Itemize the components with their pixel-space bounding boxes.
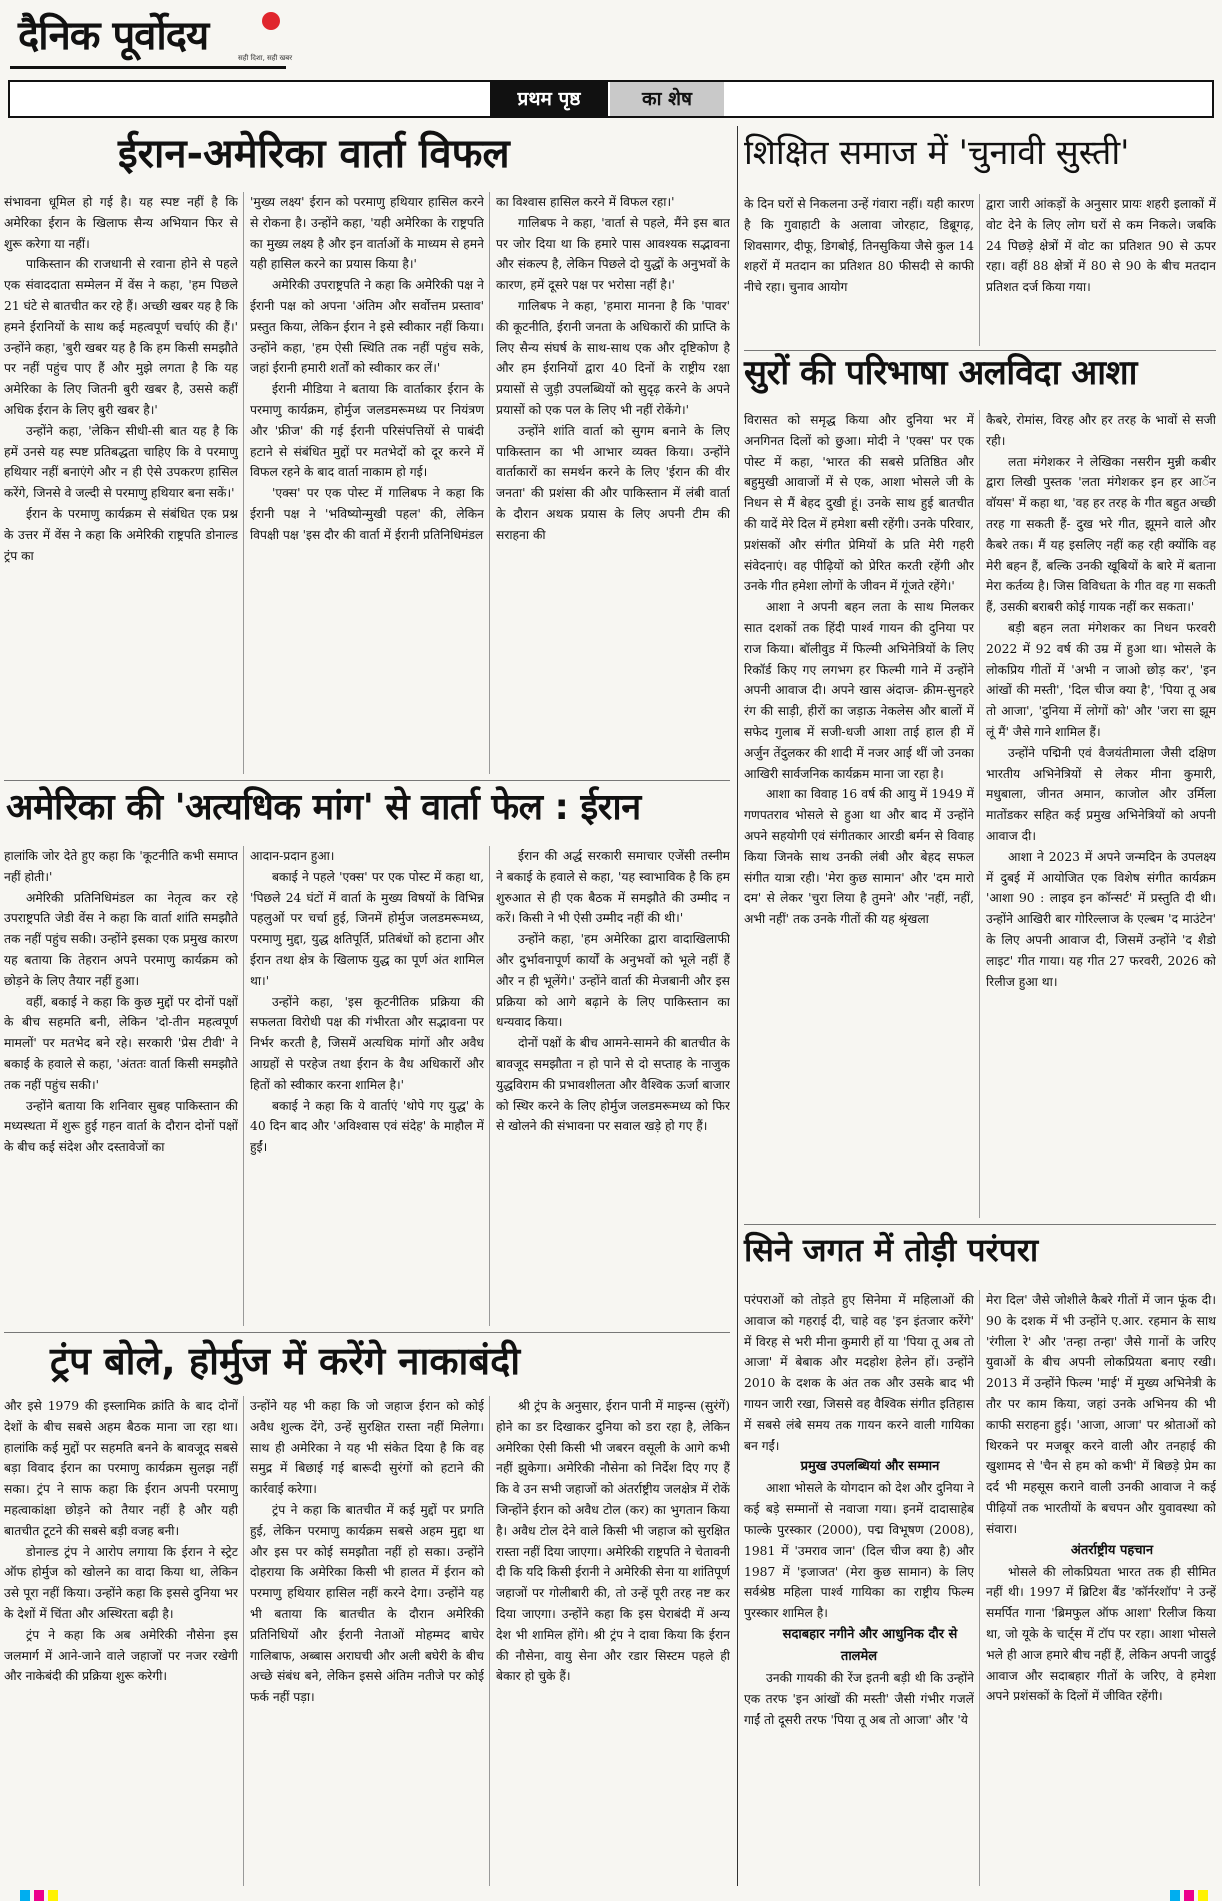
paragraph: आदान-प्रदान हुआ। (250, 849, 335, 863)
story1-column-3 (496, 192, 730, 774)
paragraph: उनकी गायकी की रेंज इतनी बड़ी थी कि उन्होंने एक तरफ 'इन आंखों की मस्ती' जैसी गंभीर गजलें गाईं तो दूसरी तरफ 'पिया तू अब तो आजा' और 'ये (744, 1670, 974, 1727)
story-divider (744, 1224, 1216, 1225)
column-rule (489, 192, 490, 774)
story5-column-1 (744, 410, 974, 1218)
story5-column-2 (986, 410, 1216, 1218)
paragraph: उन्होंने कहा, 'इस कूटनीतिक प्रक्रिया की सफलता विरोधी पक्ष की गंभीरता और सद्भावना पर निर्भर करती है, जिसमें अत्यधिक मांगों और अवैध आग्रहों से परहेज तथा ईरान के वैध अधिकारों और हितों को स्वीकार करना शामिल है।' (250, 994, 484, 1092)
story4-column-2 (986, 194, 1216, 346)
paragraph: बकाई ने पहले 'एक्स' पर एक पोस्ट में कहा था, 'पिछले 24 घंटों में वार्ता के मुख्य विषयों के विभिन्न पहलुओं पर चर्चा हुई, जिनमें होर्मुज जलडमरूमध्य, परमाणु मुद्दा, युद्ध क्षतिपूर्ति, प्रतिबंधों को हटाना और ईरान तथा क्षेत्र के खिलाफ युद्ध का पूर्ण अंत शामिल था।' (250, 869, 484, 988)
paragraph: मेरा दिल' जैसे जोशीले कैबरे गीतों में जान फूंक दी। 90 के दशक में भी उन्होंने ए.आर. रहमान के साथ 'रंगीला रे' और 'तन्हा तन्हा' जैसे गानों के जरिए युवाओं के बीच अपनी लोकप्रियता बनाए रखी। 2013 में उन्होंने फिल्म 'माई' में मुख्य अभिनेत्री के तौर पर काम किया, जहां उनके अभिनय की भी काफी सराहना हुई। 'आजा, आजा' पर श्रोताओं को थिरकने पर मजबूर करने वाली और तनहाई की खुशामद से 'चैन से हम को कभी' में बिछड़े प्रेम का दर्द भी महसूस कराने वाली उनकी आवाज ने कई पीढ़ियों तक भारतीयों के बचपन और युवावस्था को संवारा। (986, 1293, 1216, 1536)
paragraph: आशा भोसले के योगदान को देश और दुनिया ने कई बड़े सम्मानों से नवाजा गया। इनमें दादासाहेब फाल्के पुरस्कार (2000), पद्म विभूषण (2008), 1981 में 'उमराव जान' (दिल चीज क्या है) और 1987 में 'इजाजत' (मेरा कुछ सामान) के लिए सर्वश्रेष्ठ महिला पार्श्व गायिका का राष्ट्रीय फिल्म पुरस्कार शामिल है। (744, 1481, 974, 1621)
paragraph: ईरान के परमाणु कार्यक्रम से संबंधित एक प्रश्न के उत्तर में वेंस ने कहा कि अमेरिकी राष्ट्रपति डोनाल्ड ट्रंप का (4, 506, 238, 563)
story6-headline: सिने जगत में तोड़ी परंपरा (744, 1231, 1039, 1269)
story2-column-3 (496, 846, 730, 1326)
paragraph: गालिबफ ने कहा, 'हमारा मानना है कि 'पावर' की कूटनीति, ईरानी जनता के अधिकारों की प्राप्ति के लिए सैन्य संघर्ष के साथ-साथ एक और दृष्टिकोण है और हम ईरानियों द्वारा 40 दिनों के राष्ट्रीय रक्षा प्रयासों से जुड़ी उपलब्धियों को सुदृढ़ करने के अपने प्रयासों को एक पल के लिए भी नहीं रोकेंगे।' (496, 298, 730, 417)
story3-column-2 (250, 1396, 484, 1886)
story4-headline: शिक्षित समाज में 'चुनावी सुस्ती' (744, 133, 1130, 173)
subheading: अंतर्राष्ट्रीय पहचान (1070, 1542, 1154, 1558)
cyan-mark (1170, 1890, 1180, 1901)
paragraph: ईरानी मीडिया ने बताया कि वार्ताकार ईरान के परमाणु कार्यक्रम, होर्मुज जलडमरूमध्य पर नियंत्रण और 'फ्रीज' की गई ईरानी परिसंपत्तियों से पाबंदी हटाने से संबंधित मुद्दों पर मतभेदों को दूर करने में विफल रहने के बाद वार्ता नाकाम हो गई। (250, 382, 484, 480)
section-rule (737, 126, 738, 1886)
paragraph: ईरान की अर्द्ध सरकारी समाचार एजेंसी तस्नीम ने बकाई के हवाले से कहा, 'यह स्वाभाविक है कि हम शुरुआत से ही एक बैठक में समझौते की उम्मीद न करें। किसी ने भी ऐसी उम्मीद नहीं की थी।' (496, 849, 730, 926)
cyan-mark (20, 1890, 30, 1901)
story5-headline: सुरों की परिभाषा अलविदा आशा (744, 353, 1137, 393)
yellow-mark (1198, 1890, 1208, 1901)
story-divider (744, 350, 1216, 351)
story-divider (4, 1332, 730, 1333)
paragraph: ट्रंप ने कहा कि अब अमेरिकी नौसेना इस जलमार्ग में आने-जाने वाले जहाजों पर नजर रखेगी और नाकेबंदी की प्रक्रिया शुरू करेगी। (4, 1627, 238, 1684)
paragraph: डोनाल्ड ट्रंप ने आरोप लगाया कि ईरान ने स्ट्रेट ऑफ होर्मुज को खोलने का वादा किया था, लेकिन उसे पूरा नहीं किया। उन्होंने कहा कि इससे दुनिया भर के देशों में चिंता और अस्थिरता बढ़ी है। (4, 1544, 238, 1621)
paragraph: वहीं, बकाई ने कहा कि कुछ मुद्दों पर दोनों पक्षों के बीच सहमति बनी, लेकिन 'दो-तीन महत्वपूर्ण मामलों' पर मतभेद बने रहे। सरकारी 'प्रेस टीवी' ने बकाई के हवाले से कहा, 'अंततः वार्ता किसी समझौते तक नहीं पहुंच सकी।' (4, 994, 238, 1092)
magenta-mark (34, 1890, 44, 1901)
paragraph: बड़ी बहन लता मंगेशकर का निधन फरवरी 2022 में 92 वर्ष की उम्र में हुआ था। भोसले के लोकप्रिय गीतों में 'अभी न जाओ छोड़ कर', 'इन आंखों की मस्ती', 'दिल चीज क्या है', 'पिया तू अब तो आजा', 'दुनिया में लोगों को' और 'जरा सा झूम लूं मैं' जैसे गाने शामिल हैं। (986, 620, 1216, 739)
story1-headline: ईरान-अमेरिका वार्ता विफल (118, 131, 510, 177)
story6-column-1 (744, 1290, 974, 1886)
subheading: प्रमुख उपलब्धियां और सम्मान (800, 1459, 940, 1475)
story2-column-1 (4, 846, 238, 1326)
column-rule (979, 410, 980, 1218)
story6-column-2 (986, 1290, 1216, 1886)
paragraph: भोसले की लोकप्रियता भारत तक ही सीमित नहीं थी। 1997 में ब्रिटिश बैंड 'कॉर्नरशॉप' ने उन्हें समर्पित गाना 'ब्रिमफुल ऑफ आशा' रिलीज किया था, जो यूके के चार्ट्स में टॉप पर रहा। आशा भोसले भले ही आज हमारे बीच नहीं हैं, लेकिन अपनी जादुई आवाज और सदाबहार गीतों के जरिए, वे हमेशा अपने प्रशंसकों के दिलों में जीवित रहेंगी। (986, 1564, 1216, 1704)
paragraph: विरासत को समृद्ध किया और दुनिया भर में अनगिनत दिलों को छुआ। मोदी ने 'एक्स' पर एक पोस्ट में कहा, 'भारत की सबसे प्रतिष्ठित और बहुमुखी आवाजों में से एक, आशा भोसले जी के निधन से मैं बेहद दुखी हूं। उनके साथ हुई बातचीत की यादें मेरे दिल में हमेशा बसी रहेंगी। उनके परिवार, प्रशंसकों और संगीत प्रेमियों के प्रति मेरी गहरी संवेदनाएं। वह पीढ़ियों को प्रेरित करती रहेंगी और उनके गीत हमेशा लोगों के जीवन में गूंजते रहेंगे।' (744, 413, 974, 594)
story3-column-1 (4, 1396, 238, 1886)
column-rule (979, 1290, 980, 1886)
story2-column-2 (250, 846, 484, 1326)
column-rule (243, 846, 244, 1326)
story-divider (4, 780, 730, 781)
paragraph: लता मंगेशकर ने लेखिका नसरीन मुन्नी कबीर द्वारा लिखी पुस्तक 'लता मंगेशकर इन हर आॅन वॉयस' में कहा था, 'वह हर तरह के गीत बहुत अच्छी तरह गा सकती हैं- दुख भरे गीत, झूमने वाले और कैबरे तक। मैं यह इसलिए नहीं कह रही क्योंकि वह मेरी बहन हैं, बल्कि उनकी खूबियों के बारे में बताना मेरा कर्तव्य है। जिस विविधता के गीत वह गा सकती हैं, उसकी बराबरी कोई गायक नहीं कर सकता।' (986, 454, 1216, 615)
paragraph: श्री ट्रंप के अनुसार, ईरान पानी में माइन्स (सुरंगें) होने का डर दिखाकर दुनिया को डरा रहा है, लेकिन अमेरिका ऐसी किसी भी जबरन वसूली के आगे कभी नहीं झुकेगा। अमेरिकी नौसेना को निर्देश दिए गए हैं कि वे उन सभी जहाजों को अंतर्राष्ट्रीय जलक्षेत्र में रोकें जिन्होंने ईरान को अवैध टोल (कर) का भुगतान किया है। अवैध टोल देने वाले किसी भी जहाज को सुरक्षित रास्ता नहीं दिया जाएगा। अमेरिकी राष्ट्रपति ने चेतावनी दी कि यदि किसी ईरानी ने अमेरिकी सेना या शांतिपूर्ण जहाजों पर गोलीबारी की, तो उन्हें पूरी तरह नष्ट कर दिया जाएगा। उन्होंने कहा कि इस घेराबंदी में अन्य देश भी शामिल होंगे। श्री ट्रंप ने दावा किया कि ईरान की नौसेना, वायु सेना और रडार सिस्टम पहले ही बेकार हो चुके हैं। (496, 1399, 730, 1684)
paragraph: उन्होंने कहा, 'हम अमेरिका द्वारा वादाखिलाफी और दुर्भावनापूर्ण कार्यों के अनुभवों को भूले नहीं हैं और न ही भूलेंगे।' उन्होंने वार्ता की मेजबानी और इस प्रक्रिया को आगे बढ़ाने के लिए पाकिस्तान का धन्यवाद किया। (496, 932, 730, 1030)
column-rule (243, 1396, 244, 1886)
subheading: सदाबहार नगीने और आधुनिक दौर से तालमेल (782, 1626, 958, 1664)
registration-marks (0, 1890, 1222, 1901)
paragraph: अमेरिकी उपराष्ट्रपति ने कहा कि अमेरिकी पक्ष ने ईरानी पक्ष को अपना 'अंतिम और सर्वोत्तम प्रस्ताव' प्रस्तुत किया, लेकिन ईरान ने इसे स्वीकार नहीं किया। उन्होंने कहा, 'हम ऐसी स्थिति तक नहीं पहुंच सके, जहां ईरानी हमारी शर्तों को स्वीकार कर लें।' (250, 278, 484, 376)
magenta-mark (1184, 1890, 1194, 1901)
paragraph: आशा ने अपनी बहन लता के साथ मिलकर सात दशकों तक हिंदी पार्श्व गायन की दुनिया पर राज किया। बॉलीवुड में फिल्मी अभिनेत्रियों के लिए रिकॉर्ड किए गए लगभग हर फिल्मी गाने में उन्होंने अपनी आवाज दी। अपने खास अंदाज- क्रीम-सुनहरे रंग की साड़ी, हीरों का जड़ाऊ नेकलेस और बालों में सफेद गुलाब में सजी-धजी आशा ताई हाल ही में अर्जुन तेंदुलकर की शादी में नजर आई थीं जो उनका आखिरी सार्वजनिक कार्यक्रम माना जा रहा है। (744, 600, 974, 781)
paragraph: आशा का विवाह 16 वर्ष की आयु में 1949 में गणपतराव भोसले से हुआ था और बाद में उन्होंने अपने सहयोगी एवं संगीतकार आरडी बर्मन से विवाह किया जिनके साथ उनकी लंबी और बेहद सफल संगीत यात्रा रही। 'मेरा कुछ सामान' और 'दम मारो दम' से लेकर 'चुरा लिया है तुमने' और 'नहीं, नहीं, अभी नहीं' तक उनके गीतों की यह श्रृंखला (744, 787, 974, 927)
paragraph: आशा ने 2023 में अपने जन्मदिन के उपलक्ष्य में दुबई में आयोजित एक विशेष संगीत कार्यक्रम 'आशा 90 : लाइव इन कॉन्सर्ट' में प्रस्तुति दी थी। उन्होंने आखिरी बार गोरिल्लाज के एल्बम 'द माउंटेन' के लिए अपनी आवाज दी, जिसमें उन्होंने 'द शैडो लाइट' गीत गाया। यह गीत 27 फरवरी, 2026 को रिलीज हुआ था। (986, 849, 1216, 989)
paragraph: पाकिस्तान की राजधानी से रवाना होने से पहले एक संवाददाता सम्मेलन में वेंस ने कहा, 'हम पिछले 21 घंटे से बातचीत कर रहे हैं। अच्छी खबर यह है कि हमने ईरानियों के साथ कई महत्वपूर्ण चर्चाएं की हैं।' उन्होंने कहा, 'बुरी खबर यह है कि हम किसी समझौते पर नहीं पहुंच पाए हैं और मुझे लगता है कि यह अमेरिका के लिए जितनी बुरी खबर है, उससे कहीं अधिक ईरान के लिए बुरी खबर है।' (4, 257, 238, 417)
paragraph: अमेरिकी प्रतिनिधिमंडल का नेतृत्व कर रहे उपराष्ट्रपति जेडी वेंस ने कहा कि वार्ता शांति समझौते तक नहीं पहुंच सकी। उन्होंने इसका एक प्रमुख कारण यह बताया कि तेहरान अपने परमाणु कार्यक्रम को छोड़ने के लिए तैयार नहीं हुआ। (4, 890, 238, 988)
paragraph: दोनों पक्षों के बीच आमने-सामने की बातचीत के बावजूद समझौता न हो पाने से दो सप्ताह के नाजुक युद्धविराम की प्रभावशीलता और वैश्विक ऊर्जा बाजार को स्थिर करने के लिए होर्मुज जलडमरूमध्य को फिर से खोलने की संभावना पर सवाल खड़े हो गए हैं। (496, 1036, 730, 1134)
paragraph: उन्होंने यह भी कहा कि जो जहाज ईरान को कोई अवैध शुल्क देंगे, उन्हें सुरक्षित रास्ता नहीं मिलेगा। साथ ही अमेरिका ने यह भी संकेत दिया है कि वह समुद्र में बिछाई गई बारूदी सुरंगों को हटाने की कार्रवाई करेगा। (250, 1399, 484, 1497)
paragraph: का विश्वास हासिल करने में विफल रहा।' (496, 195, 675, 209)
paragraph: बकाई ने कहा कि ये वार्ताएं 'थोपे गए युद्ध' के 40 दिन बाद और 'अविश्वास एवं संदेह' के माहौल में हुईं। (250, 1098, 484, 1155)
paragraph: के दिन घरों से निकलना उन्हें गंवारा नहीं। यही कारण है कि गुवाहाटी के अलावा जोरहाट, डिब्रूगढ़, शिवसागर, दीफू, डिगबोई, तिनसुकिया जैसे कुल 14 शहरों में मतदान का प्रतिशत 80 फीसदी से काफी नीचे रहा। चुनाव आयोग (744, 197, 974, 295)
paragraph: ट्रंप ने कहा कि बातचीत में कई मुद्दों पर प्रगति हुई, लेकिन परमाणु कार्यक्रम सबसे अहम मुद्दा था और इस पर कोई समझौता नहीं हो सका। उन्होंने दोहराया कि अमेरिका किसी भी हालत में ईरान को परमाणु हथियार हासिल नहीं करने देगा। उन्होंने यह भी बताया कि बातचीत के दौरान अमेरिकी प्रतिनिधियों और ईरानी नेताओं मोहम्मद बाघेर गालिबाफ, अब्बास अराघची और अली बघेरी के बीच अच्छे संबंध बने, लेकिन इससे अंतिम नतीजे पर कोई फर्क नहीं पड़ा। (250, 1502, 484, 1705)
paragraph: उन्होंने पद्मिनी एवं वैजयंतीमाला जैसी दक्षिण भारतीय अभिनेत्रियों से लेकर मीना कुमारी, मधुबाला, जीनत अमान, काजोल और उर्मिला मातोंडकर सहित कई प्रमुख अभिनेत्रियों को अपनी आवाज दी। (986, 745, 1216, 843)
paragraph: और इसे 1979 की इस्लामिक क्रांति के बाद दोनों देशों के बीच सबसे अहम बैठक माना जा रहा था। हालांकि कई मुद्दों पर सहमति बनने के बावजूद सबसे बड़ा विवाद ईरान का परमाणु कार्यक्रम सुलझ नहीं सका। ट्रंप ने साफ कहा कि ईरान अपनी परमाणु महत्वाकांक्षा छोड़ने को तैयार नहीं है और यही बातचीत टूटने की सबसे बड़ी वजह बनी। (4, 1399, 238, 1538)
newspaper-logo: दैनिक पूर्वोदय (18, 13, 209, 59)
story2-headline: अमेरिका की 'अत्यधिक मांग' से वार्ता फेल : ईरान (6, 787, 641, 828)
logo-dot-icon (262, 12, 280, 30)
paragraph: उन्होंने शांति वार्ता को सुगम बनाने के लिए पाकिस्तान का भी आभार व्यक्त किया। उन्होंने वार्ताकारों का समर्थन करने के लिए 'ईरान की वीर जनता' की प्रशंसा की और पाकिस्तान में लंबी वार्ता के दौरान अथक प्रयास के लिए अपनी टीम की सराहना की (496, 423, 730, 542)
tagline: सही दिशा, सही खबर (238, 54, 293, 62)
paragraph: परंपराओं को तोड़ते हुए सिनेमा में महिलाओं की आवाज को गहराई दी, चाहे वह 'इन इंतजार करेंगे' में विरह से भरी मीना कुमारी हों या 'पिया तू अब तो आजा' में बेबाक और मदहोश हेलेन हों। उन्होंने 2010 के दशक के अंत तक और उसके बाद भी गायन जारी रखा, जिससे वह वैश्विक संगीत इतिहास में सबसे लंबे समय तक गायन करने वाली गायिका बन गईं। (744, 1293, 974, 1453)
story1-column-1 (4, 192, 238, 774)
story1-column-2 (250, 192, 484, 774)
paragraph: द्वारा जारी आंकड़ों के अनुसार प्रायः शहरी इलाकों में वोट देने के लिए लोग घरों से कम निकले। जबकि 24 पिछड़े क्षेत्रों में वोट का प्रतिशत 90 से ऊपर रहा। वहीं 88 क्षेत्रों में 80 से 90 के बीच मतदान प्रतिशत दर्ज किया गया। (986, 197, 1216, 295)
paragraph: 'एक्स' पर एक पोस्ट में गालिबफ ने कहा कि ईरानी पक्ष ने 'भविष्योन्मुखी पहल' की, लेकिन विपक्षी पक्ष 'इस दौर की वार्ता में ईरानी प्रतिनिधिमंडल (250, 486, 484, 542)
section-label-front-page: प्रथम पृष्ठ (490, 82, 608, 116)
paragraph: कैबरे, रोमांस, विरह और हर तरह के भावों से सजी रही। (986, 413, 1216, 448)
paragraph: उन्होंने कहा, 'लेकिन सीधी-सी बात यह है कि हमें उनसे यह स्पष्ट प्रतिबद्धता चाहिए कि वे परमाणु हथियार नहीं बनाएंगे और न ही ऐसे उपकरण हासिल करेंगे, जिनसे वे जल्दी से परमाणु हथियार बना सकें।' (4, 423, 238, 501)
column-rule (489, 846, 490, 1326)
paragraph: गालिबफ ने कहा, 'वार्ता से पहले, मैंने इस बात पर जोर दिया था कि हमारे पास आवश्यक सद्भावना और संकल्प है, लेकिन पिछले दो युद्धों के अनुभवों के कारण, हमें दूसरे पक्ष पर भरोसा नहीं है।' (496, 215, 730, 293)
column-rule (979, 194, 980, 346)
paragraph: 'मुख्य लक्ष्य' ईरान को परमाणु हथियार हासिल करने से रोकना है। उन्होंने कहा, 'यही अमेरिका के राष्ट्रपति का मुख्य लक्ष्य है और इन वार्ताओं के माध्यम से हमने यही हासिल करने का प्रयास किया है।' (250, 195, 484, 272)
yellow-mark (48, 1890, 58, 1901)
paragraph: उन्होंने बताया कि शनिवार सुबह पाकिस्तान की मध्यस्थता में शुरू हुई गहन वार्ता के दौरान दोनों पक्षों के बीच कई संदेश और दस्तावेजों का (4, 1098, 238, 1155)
paragraph: संभावना धूमिल हो गई है। यह स्पष्ट नहीं है कि अमेरिका ईरान के खिलाफ सैन्य अभियान फिर से शुरू करेगा या नहीं। (4, 195, 238, 251)
section-label-continued: का शेष (610, 82, 724, 116)
column-rule (243, 192, 244, 774)
story4-column-1 (744, 194, 974, 346)
story3-headline: ट्रंप बोले, होर्मुज में करेंगे नाकाबंदी (50, 1339, 521, 1383)
logo-underline (10, 66, 286, 69)
story3-column-3 (496, 1396, 730, 1886)
column-rule (489, 1396, 490, 1886)
masthead (0, 0, 1222, 80)
paragraph: हालांकि जोर देते हुए कहा कि 'कूटनीति कभी समाप्त नहीं होती।' (4, 849, 238, 884)
